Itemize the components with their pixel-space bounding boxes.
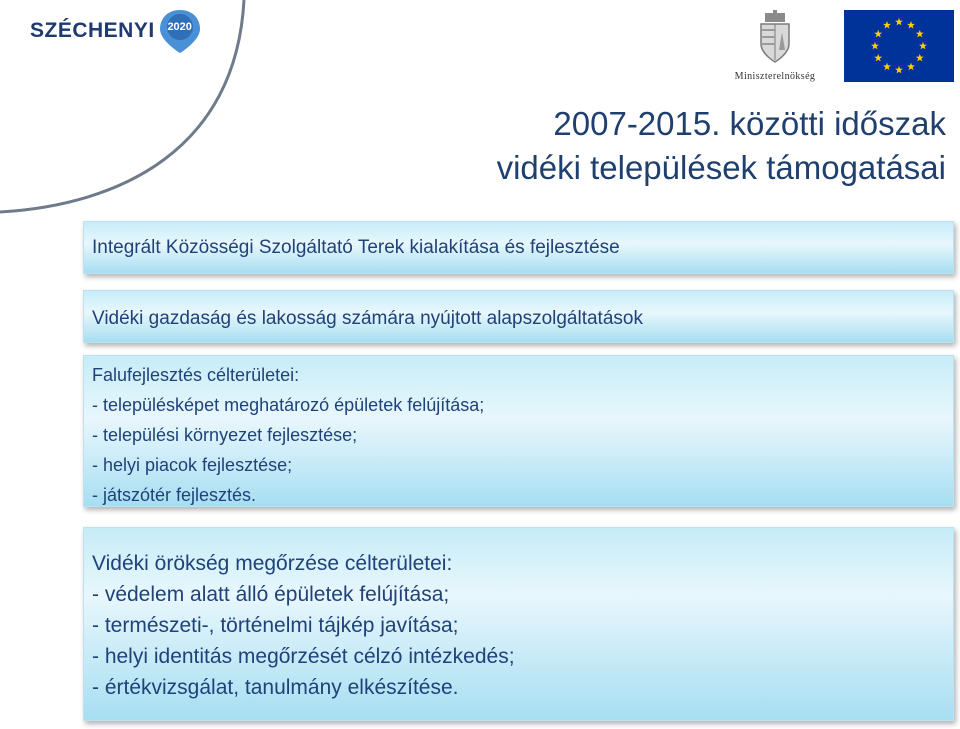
list-item: - játszótér fejlesztés. [92,485,257,505]
section-box-2 [83,290,954,343]
title-line-1: 2007-2015. közötti időszak [553,105,946,142]
ministry-label: Miniszterelnökség [734,71,816,82]
section-3-heading: Falufejlesztés célterületei: [92,365,300,385]
logo-year: 2020 [167,21,192,33]
logo-text: SZÉCHENYI [30,19,155,42]
list-item: - helyi identitás megőrzését célzó intézkedés; [92,645,515,668]
szechenyi-pin-icon [157,8,203,54]
szechenyi-logo [30,8,203,54]
eu-flag-icon [844,10,954,82]
title-line-2: vidéki települések támogatásai [496,149,946,186]
section-box-3 [83,355,954,507]
section-box-4 [83,527,954,721]
list-item: - településképet meghatározó épületek felújítása; [92,395,485,415]
list-item: - értékvizsgálat, tanulmány elkészítése. [92,676,459,699]
section-4-heading: Vidéki örökség megőrzése célterületei: [92,552,453,575]
list-item: - helyi piacok fejlesztése; [92,455,293,475]
section-box-1 [83,221,954,274]
page-title [497,102,946,190]
list-item: - védelem alatt álló épületek felújítása; [92,583,450,606]
section-1-text: Integrált Közösségi Szolgáltató Terek kialakítása és fejlesztése [92,237,620,258]
ministry-logo [722,10,828,82]
list-item: - települési környezet fejlesztése; [92,425,358,445]
section-2-text: Vidéki gazdaság és lakosság számára nyújtott alapszolgáltatások [92,308,643,329]
hungarian-coat-of-arms-icon [755,10,795,64]
list-item: - természeti-, történelmi tájkép javítása; [92,614,459,637]
